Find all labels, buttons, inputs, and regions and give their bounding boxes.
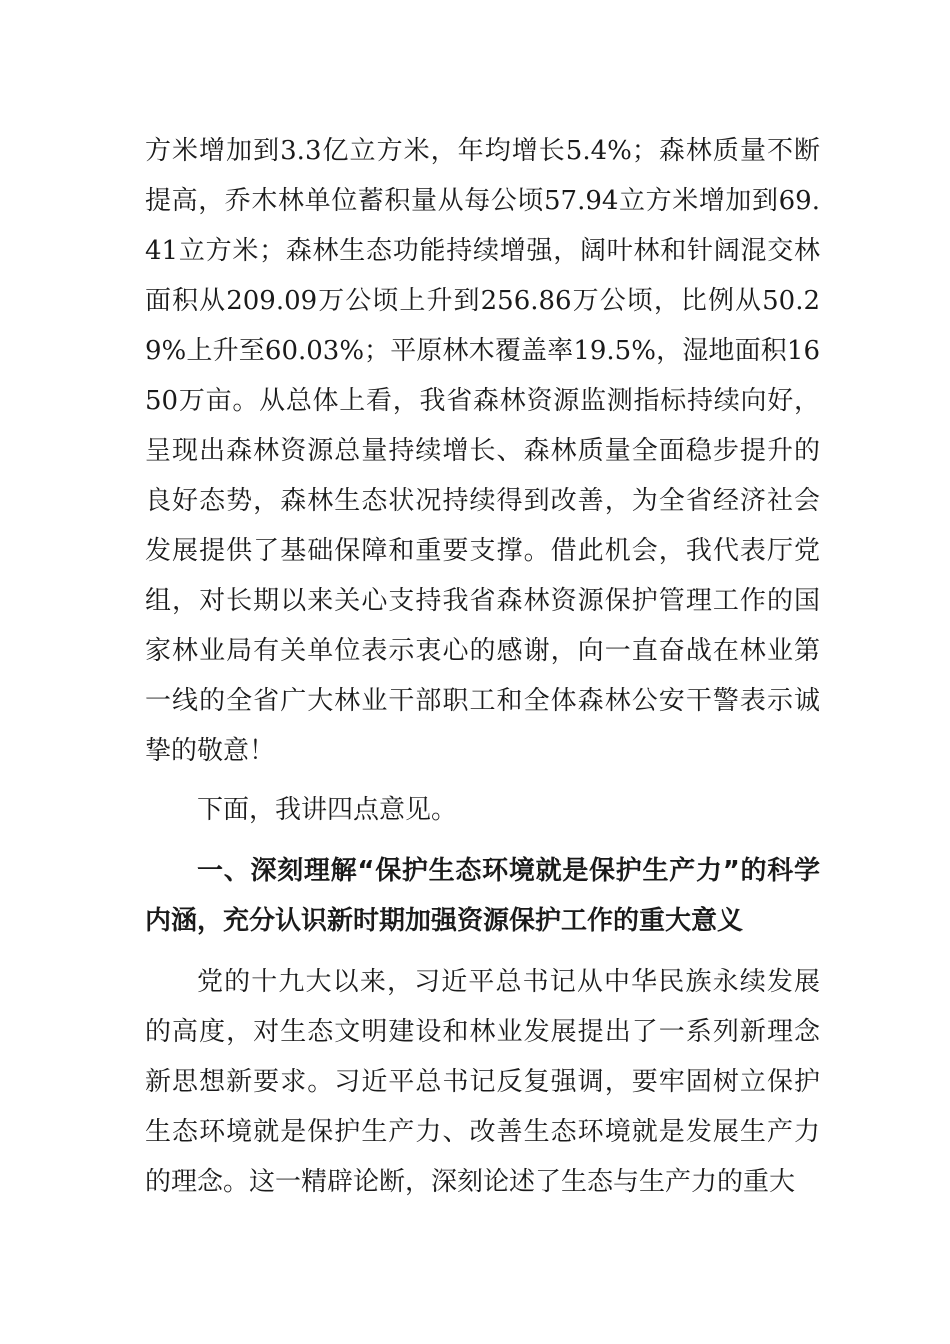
body-paragraph-section-1: 党的十九大以来，习近平总书记从中华民族永续发展的高度，对生态文明建设和林业发展提出了一系列新理念新思想新要求。习近平总书记反复强调，要牢固树立保护生态环境就是保护生产力、改善生态环境就是发展生产力的理念。这一精辟论断，深刻论述了生态与生产力的重大 bbox=[145, 967, 820, 1197]
document-page bbox=[145, 126, 820, 1207]
paragraph-spacer bbox=[145, 835, 820, 846]
body-paragraph-intro: 下面，我讲四点意见。 bbox=[197, 795, 458, 825]
section-heading-1: 一、深刻理解“保护生态环境就是保护生产力”的科学内涵，充分认识新时期加强资源保护工作的重大意义 bbox=[145, 856, 820, 936]
paragraph-spacer bbox=[145, 776, 820, 785]
body-paragraph-forest-statistics: 方米增加到3.3亿立方米，年均增长5.4%；森林质量不断提高，乔木林单位蓄积量从每公顷57.94立方米增加到69.41立方米；森林生态功能持续增强，阔叶林和针阔混交林面积从209.09万公顷上升到256.86万公顷，比例从50.29%上升至60.03%；平原林木覆盖率19.5%，湿地面积1650万亩。从总体上看，我省森林资源监测指标持续向好，呈现出森林资源总量持续增长、森林质量全面稳步提升的良好态势，森林生态状况持续得到改善，为全省经济社会发展提供了基础保障和重要支撑。借此机会，我代表厅党组，对长期以来关心支持我省森林资源保护管理工作的国家林业局有关单位表示衷心的感谢，向一直奋战在林业第一线的全省广大林业干部职工和全体森林公安干警表示诚挚的敬意！ bbox=[145, 136, 820, 766]
paragraph-spacer bbox=[145, 946, 820, 957]
